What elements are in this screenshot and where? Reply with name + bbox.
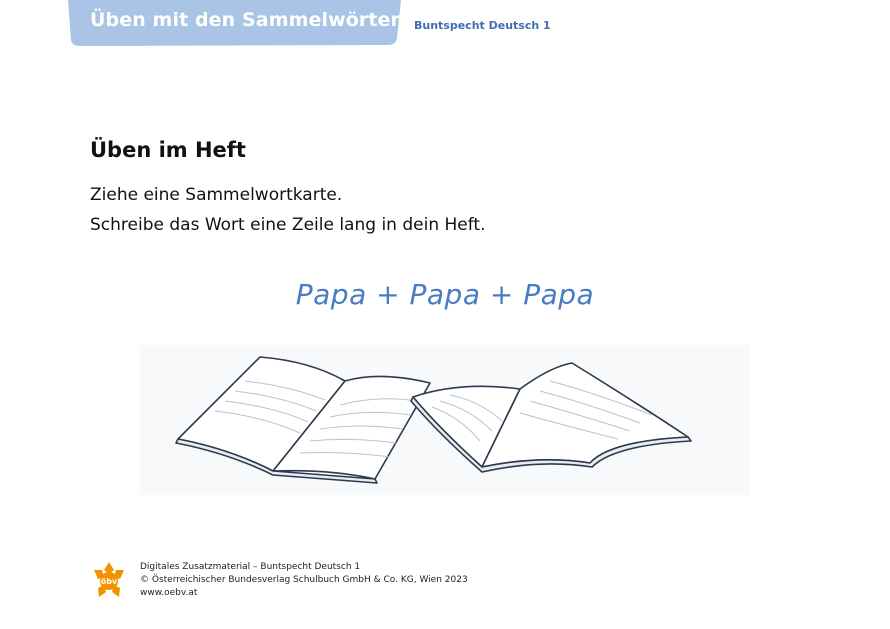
header-tab bbox=[66, 0, 434, 48]
book-label: Buntspecht Deutsch 1 bbox=[414, 19, 551, 32]
oebv-logo bbox=[90, 560, 128, 600]
footer bbox=[140, 561, 468, 600]
footer-line-2: © Österreichischer Bundesverlag Schulbuch GmbH & Co. KG, Wien 2023 bbox=[140, 575, 468, 585]
example-handwriting: Papa + Papa + Papa bbox=[295, 278, 595, 311]
footer-line-1: Digitales Zusatzmaterial – Buntspecht Deutsch 1 bbox=[140, 562, 361, 572]
page-title: Üben mit den Sammelwörtern 1 bbox=[90, 9, 434, 31]
instruction-line-1: Ziehe eine Sammelwortkarte. bbox=[90, 185, 343, 205]
open-notebooks-illustration bbox=[140, 345, 750, 495]
instruction-line-2: Schreibe das Wort eine Zeile lang in dein Heft. bbox=[90, 215, 486, 235]
logo-text: öbv bbox=[100, 577, 118, 586]
footer-link[interactable]: www.oebv.at bbox=[140, 588, 198, 598]
section-heading: Üben im Heft bbox=[90, 138, 246, 162]
